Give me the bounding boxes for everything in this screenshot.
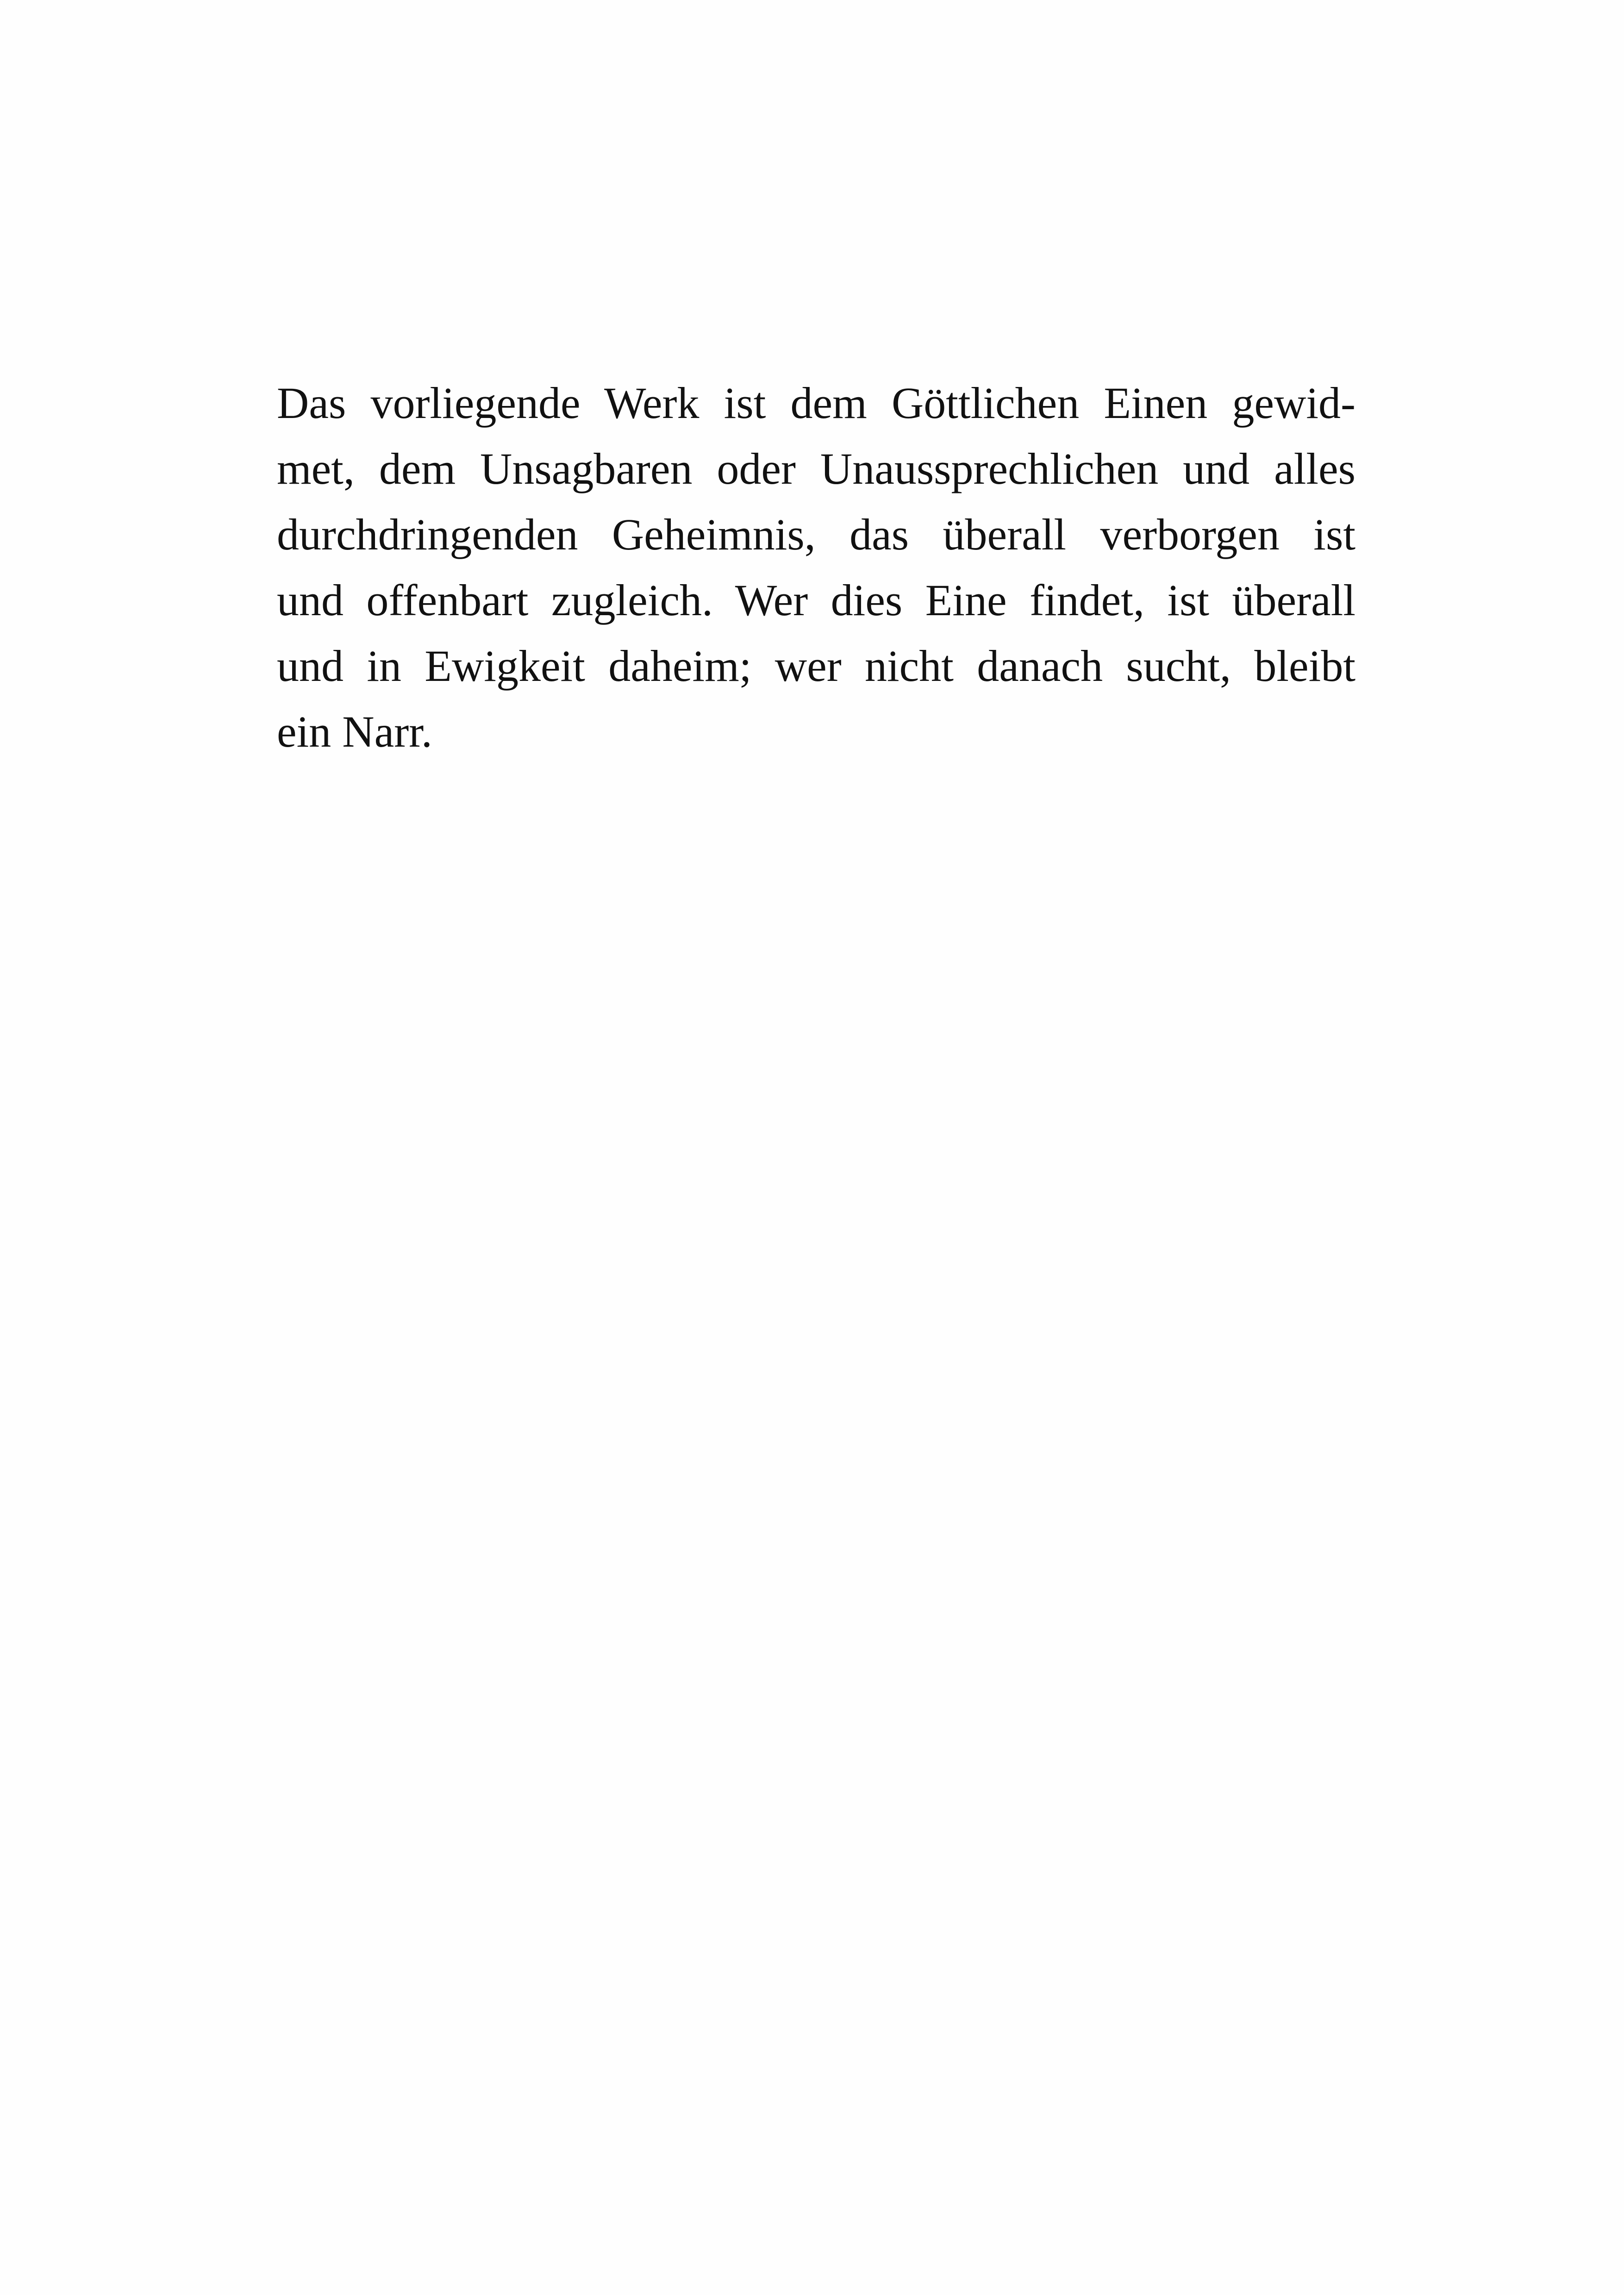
dedication-line-5: und in Ewigkeit daheim; wer nicht danach sucht, bleibt [277, 641, 1355, 691]
dedication-paragraph [277, 370, 1355, 765]
dedication-line-6: ein Narr. [277, 707, 432, 756]
dedication-line-4: und offenbart zugleich. Wer dies Eine findet, ist überall [277, 575, 1355, 625]
dedication-line-2: met, dem Unsagbaren oder Unaussprechlichen und alles [277, 444, 1355, 493]
dedication-line-3: durchdringenden Geheimnis, das überall verborgen ist [277, 510, 1355, 559]
dedication-line-1: Das vorliegende Werk ist dem Göttlichen Einen gewid- [277, 378, 1355, 428]
